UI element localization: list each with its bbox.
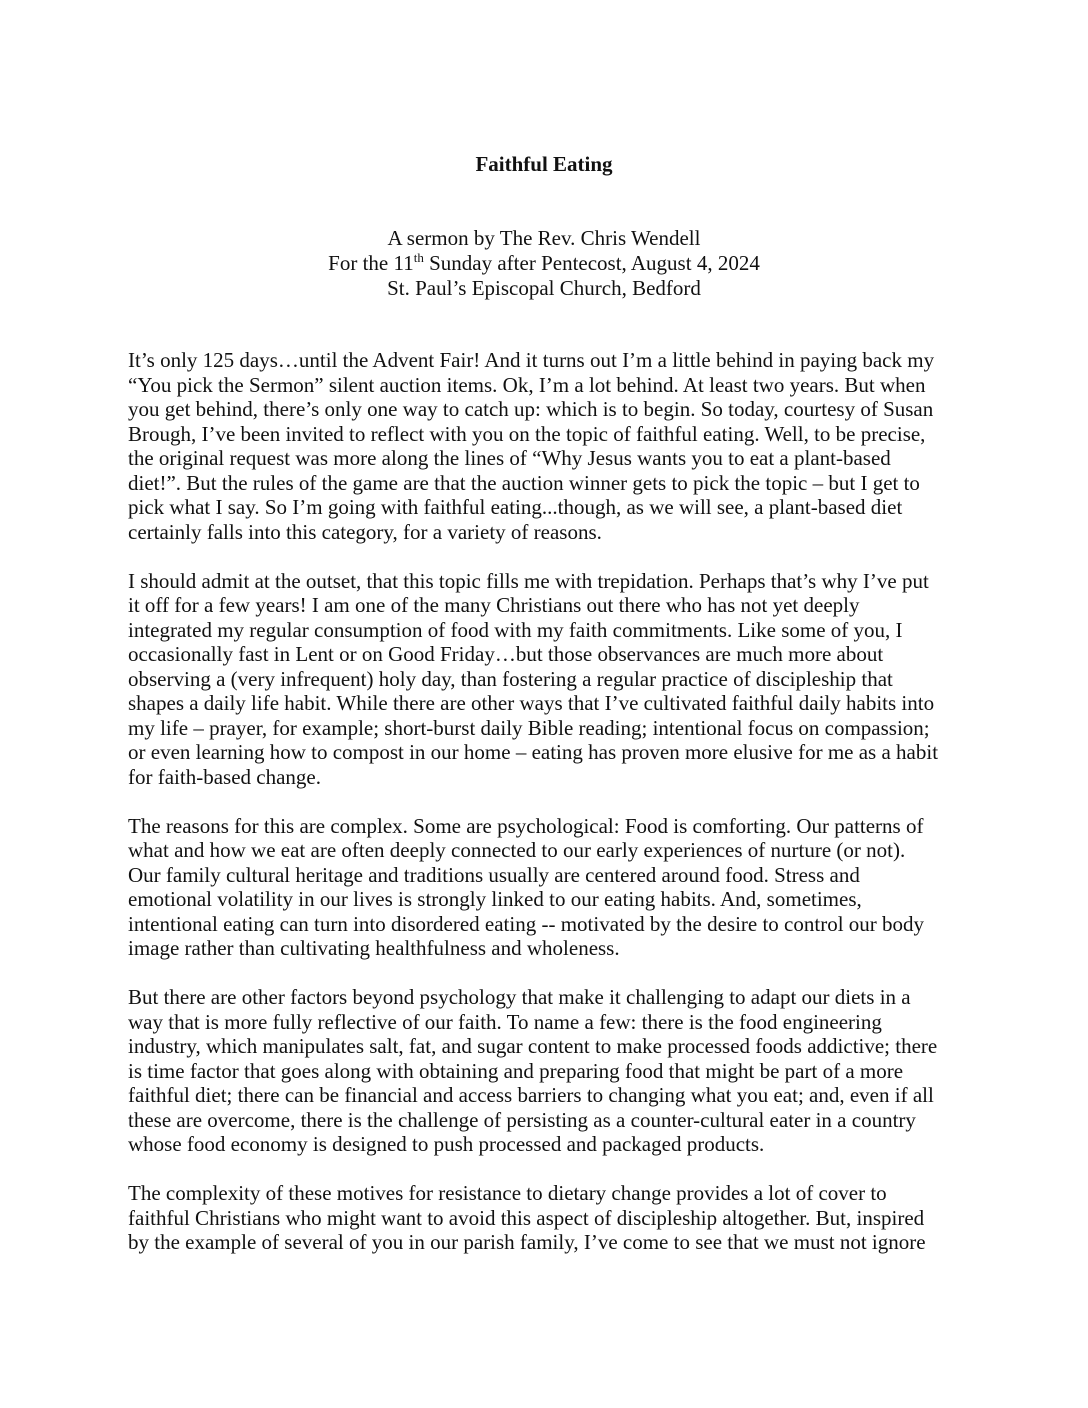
text-line: pick what I say. So I’m going with faithful eating...though, as we will see, a plant-based diet [128,495,903,519]
text-line: But there are other factors beyond psychology that make it challenging to adapt our diets in a [128,985,911,1009]
occasion-line [0,251,1088,276]
text-line: my life – prayer, for example; short-burst daily Bible reading; intentional focus on compassion; [128,715,930,740]
text-line: by the example of several of you in our parish family, I’ve come to see that we must not ignore [128,1230,926,1254]
text-line: observing a (very infrequent) holy day, than fostering a regular practice of discipleship that [128,666,893,691]
text-line: shapes a daily life habit. While there are other ways that I’ve cultivated faithful daily habits into [128,691,935,715]
text-line: you get behind, there’s only one way to catch up: which is to begin. So today, courtesy of Susan [128,397,934,421]
text-line: it off for a few years! I am one of the many Christians out there who has not yet deeply [128,593,860,617]
text-line: what and how we eat are often deeply connected to our early experiences of nurture (or not). [128,838,906,862]
text-line: certainly falls into this category, for a variety of reasons. [128,519,602,544]
paragraph [128,985,960,1157]
text-line: image rather than cultivating healthfulness and wholeness. [128,936,620,960]
text-line: Our family cultural heritage and traditions usually are centered around food. Stress and [128,862,860,887]
paragraph [128,814,960,961]
sermon-body [128,348,960,1279]
text-line: integrated my regular consumption of food with my faith commitments. Like some of you, I [128,617,903,642]
text-line: It’s only 125 days…until the Advent Fair! And it turns out I’m a little behind in paying back my [128,348,935,372]
paragraph [128,569,960,790]
text-line: or even learning how to compost in our home – eating has proven more elusive for me as a habit [128,740,939,764]
paragraph [128,1181,960,1255]
text-line: The complexity of these motives for resistance to dietary change provides a lot of cover to [128,1181,887,1205]
church-location: St. Paul’s Episcopal Church, Bedford [387,276,701,300]
text-line: diet!”. But the rules of the game are that the auction winner gets to pick the topic – but I get to [128,470,920,495]
text-line: The reasons for this are complex. Some are psychological: Food is comforting. Our patterns of [128,813,924,838]
text-line: faithful Christians who might want to avoid this aspect of discipleship altogether. But, inspired [128,1205,925,1230]
byline: A sermon by The Rev. Chris Wendell [387,226,701,250]
text-line: I should admit at the outset, that this topic fills me with trepidation. Perhaps that’s why I’ve put [128,568,929,593]
text-line: Brough, I’ve been invited to reflect with you on the topic of faithful eating. Well, to be precise, [128,421,926,446]
text-line: whose food economy is designed to push processed and packaged products. [128,1132,765,1156]
text-line: industry, which manipulates salt, fat, and sugar content to make processed foods addictive; there [128,1034,938,1058]
text-line: intentional eating can turn into disordered eating -- motivated by the desire to control our body [128,911,925,936]
occasion-superscript: th [413,250,424,265]
text-line: occasionally fast in Lent or on Good Friday…but those observances are much more about [128,642,884,666]
text-line: way that is more fully reflective of our faith. To name a few: there is the food engineering [128,1009,882,1034]
text-line: emotional volatility in our lives is strongly linked to our eating habits. And, sometimes, [128,887,862,911]
text-line: faithful diet; there can be financial and access barriers to changing what you eat; and, even if all [128,1083,934,1107]
text-line: these are overcome, there is the challenge of persisting as a counter-cultural eater in a country [128,1107,916,1132]
text-line: “You pick the Sermon” silent auction items. Ok, I’m a lot behind. At least two years. But when [128,372,926,397]
sermon-header [0,226,1088,301]
text-line: for faith-based change. [128,764,321,789]
occasion-prefix: For the 11 [328,251,414,275]
text-line: is time factor that goes along with obtaining and preparing food that might be part of a more [128,1058,904,1083]
occasion-suffix: Sunday after Pentecost, August 4, 2024 [423,251,760,275]
document-title: Faithful Eating [475,152,613,176]
paragraph [128,348,960,544]
text-line: the original request was more along the lines of “Why Jesus wants you to eat a plant-based [128,446,891,470]
